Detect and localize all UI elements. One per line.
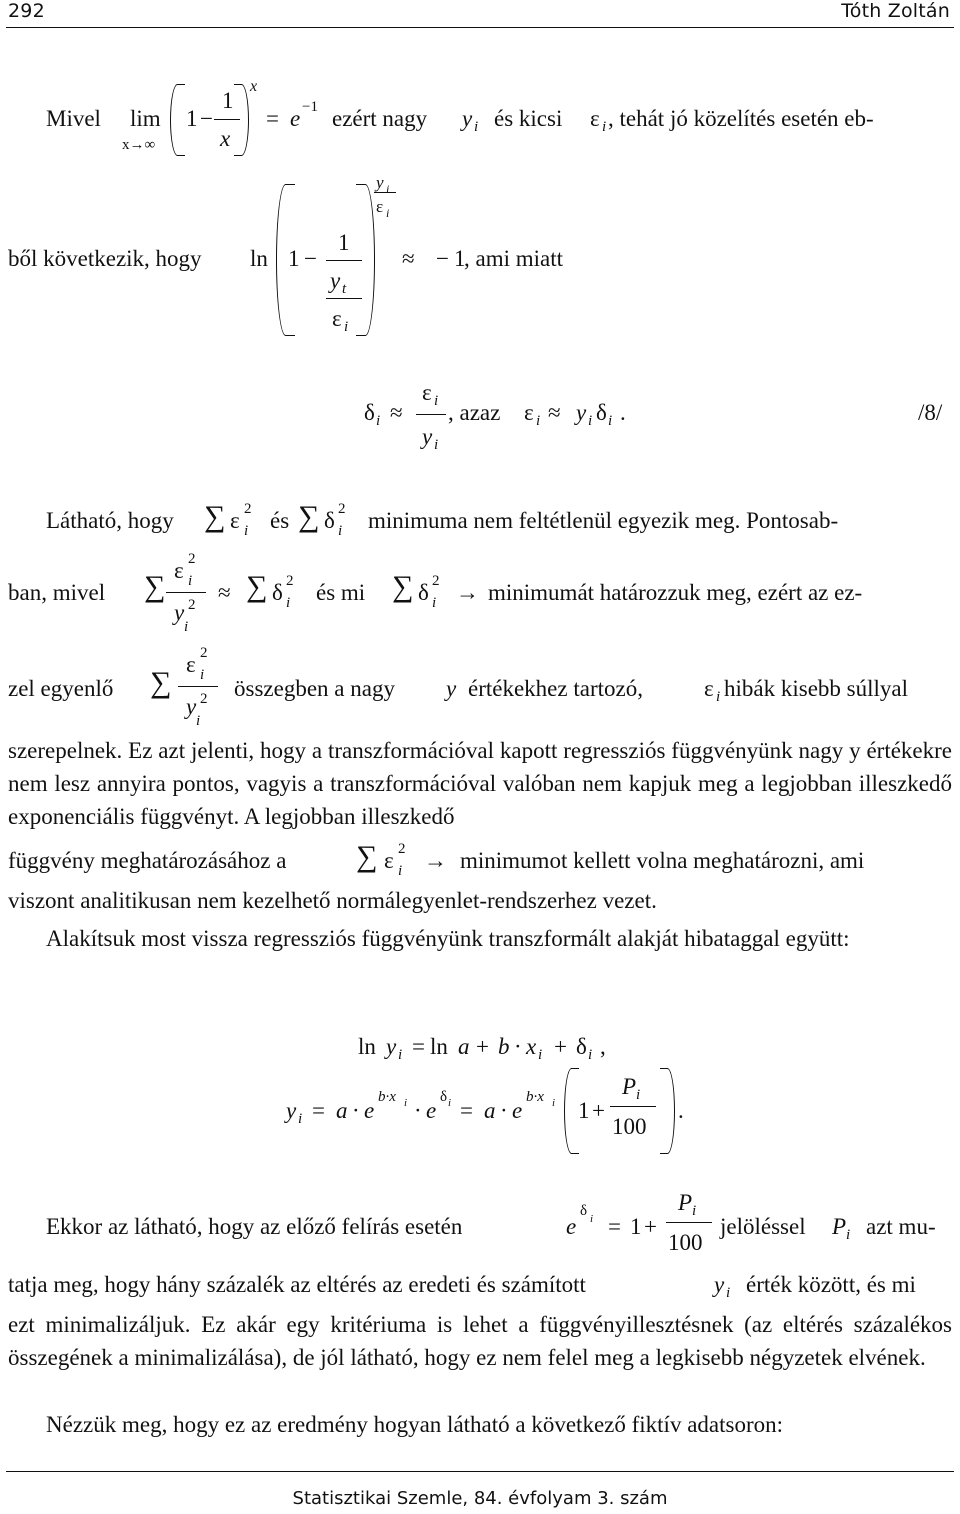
subscript: i	[590, 1213, 594, 1225]
text: minimumot kellett volna meghatározni, ami	[460, 848, 865, 873]
epsilon: ε	[590, 106, 600, 131]
exp-den: ε	[376, 197, 384, 216]
subscript: i	[636, 1087, 641, 1103]
sum-symbol: ∑	[298, 500, 320, 533]
right-paren	[234, 84, 249, 156]
header-rule	[6, 27, 954, 28]
subscript: i	[726, 1285, 731, 1301]
text: és	[270, 508, 290, 533]
ln-operator: ln	[358, 1034, 376, 1059]
subscript: i	[588, 413, 593, 429]
text: Ekkor az látható, hogy az előző felírás esetén	[46, 1214, 463, 1239]
subscript: i	[386, 182, 390, 196]
subscript: i	[344, 319, 349, 335]
subscript: i	[184, 619, 189, 635]
plus: +	[554, 1034, 567, 1059]
fraction-bar	[166, 592, 206, 593]
subscript: i	[474, 119, 479, 135]
sum-symbol: ∑	[246, 570, 268, 603]
epsilon: ε	[230, 508, 240, 533]
subscript: i	[602, 119, 607, 135]
page-number: 292	[8, 0, 45, 22]
text: értékekhez tartozó,	[468, 676, 643, 701]
subscript: i	[286, 595, 291, 611]
fraction-den: y	[174, 600, 185, 625]
text: zel egyenlő	[8, 676, 114, 701]
lim-operator: lim	[130, 106, 161, 131]
fraction-num: ε	[422, 380, 432, 405]
fraction-den: 100	[612, 1114, 647, 1139]
fraction-bar	[416, 414, 446, 415]
var-y: y	[386, 1034, 397, 1059]
paragraph: Alakítsuk most vissza regressziós függvényünk transzformált alakját hibataggal együtt:	[46, 926, 850, 951]
subscript: i	[398, 863, 403, 879]
subscript: i	[200, 667, 205, 683]
sum-symbol: ∑	[356, 840, 378, 873]
delta: δ	[596, 400, 607, 425]
exponent: b·x	[526, 1089, 544, 1105]
subscript: i	[432, 595, 437, 611]
dot: ·	[414, 1098, 422, 1123]
paragraph: viszont analitikusan nem kezelhető normálegyenlet-rendszerhez vezet.	[8, 888, 657, 913]
subscript: i	[552, 1097, 556, 1109]
footer-rule	[6, 1471, 954, 1472]
text: ből következik, hogy	[8, 246, 202, 271]
euler-e: e	[566, 1214, 577, 1239]
var-y: y	[330, 268, 341, 293]
text: , ami miatt	[464, 246, 564, 271]
exponent: −1	[302, 99, 318, 115]
text: és mi	[316, 580, 366, 605]
paragraph: szerepelnek. Ez azt jelenti, hogy a transzformációval kapott regressziós függvényünk nagy y értékekre nem lesz annyira pontos, vagyis a transzformációval valóban nem kapjuk meg a legjobban illeszkedő exponenciális függvényt. A legjobban illeszkedő	[8, 738, 952, 829]
equals: =	[608, 1214, 621, 1239]
superscript: 2	[244, 501, 252, 517]
delta: δ	[364, 400, 375, 425]
delta: δ	[418, 580, 429, 605]
dot: ·	[500, 1098, 508, 1123]
subscript: i	[716, 689, 721, 705]
subscript: i	[188, 573, 193, 589]
subscript: i	[538, 1047, 543, 1063]
superscript: 2	[200, 691, 208, 707]
fraction-den: x	[220, 126, 231, 151]
approx: ≈	[548, 400, 561, 425]
text: tatja meg, hogy hány százalék az eltérés az eredeti és számított	[8, 1272, 586, 1297]
subscript: i	[196, 713, 201, 729]
fraction-bar	[610, 1106, 656, 1107]
plus: +	[644, 1214, 657, 1239]
approx: ≈	[402, 246, 415, 271]
exponent: b·x	[378, 1089, 396, 1105]
superscript: 2	[188, 597, 196, 613]
right-paren	[356, 184, 375, 336]
epsilon: ε	[704, 676, 714, 701]
delta: δ	[272, 580, 283, 605]
text: és kicsi	[494, 106, 563, 131]
number: 1	[186, 106, 198, 131]
subscript: i	[398, 1047, 403, 1063]
subscript: i	[434, 393, 439, 409]
equals: =	[312, 1098, 325, 1123]
superscript: 2	[432, 573, 440, 589]
approx: ≈	[218, 580, 231, 605]
euler-e: e	[364, 1098, 375, 1123]
fraction-num: ε	[186, 652, 196, 677]
fraction-den: y	[422, 424, 433, 449]
lim-subscript: x→∞	[122, 137, 156, 153]
text: ban, mivel	[8, 580, 106, 605]
sum-symbol: ∑	[150, 666, 172, 699]
text: , tehát jó közelítés esetén eb-	[608, 106, 874, 131]
subscript: i	[298, 1111, 303, 1127]
var-P: P	[622, 1074, 637, 1099]
var-y: y	[446, 676, 457, 701]
euler-e: e	[290, 106, 301, 131]
fraction-num: ε	[174, 558, 184, 583]
text: ezért nagy	[332, 106, 428, 131]
minus: −	[304, 246, 317, 271]
subscript: t	[342, 281, 347, 297]
var-y: y	[462, 106, 473, 131]
comma: ,	[600, 1034, 606, 1059]
ln-operator: ln	[250, 246, 268, 271]
subscript: i	[404, 1097, 408, 1109]
var-a: a	[458, 1034, 470, 1059]
fraction-den: 100	[668, 1230, 703, 1255]
exponent: δ	[580, 1203, 588, 1219]
right-paren	[660, 1068, 675, 1154]
equals: =	[412, 1034, 425, 1059]
text: jelöléssel	[720, 1214, 806, 1239]
left-paren	[564, 1068, 579, 1154]
exponent: x	[250, 78, 258, 95]
equals: =	[266, 106, 279, 131]
sum-symbol: ∑	[204, 500, 226, 533]
dot: ·	[514, 1034, 522, 1059]
var-P: P	[832, 1214, 847, 1239]
paragraph: Nézzük meg, hogy ez az eredmény hogyan látható a következő fiktív adatsoron:	[46, 1412, 783, 1437]
fraction-den: y	[186, 694, 197, 719]
euler-e: e	[426, 1098, 437, 1123]
number: 1	[630, 1214, 642, 1239]
text: összegben a nagy	[234, 676, 395, 701]
period: .	[620, 400, 626, 425]
euler-e: e	[512, 1098, 523, 1123]
var-y: y	[714, 1272, 725, 1297]
plus: +	[476, 1034, 489, 1059]
exp-num: y	[376, 173, 384, 192]
epsilon: ε	[332, 306, 342, 331]
subscript: i	[434, 437, 439, 453]
approx: ≈	[390, 400, 403, 425]
fraction-bar	[178, 686, 218, 687]
equation-number: /8/	[918, 400, 943, 425]
superscript: 2	[200, 645, 208, 661]
number: 1	[288, 246, 300, 271]
fraction-num: 1	[338, 230, 350, 255]
fraction-num: 1	[222, 88, 234, 113]
sum-symbol: ∑	[392, 570, 414, 603]
var-P: P	[678, 1190, 693, 1215]
left-paren	[170, 84, 185, 156]
subscript: i	[386, 206, 390, 220]
var-a: a	[484, 1098, 496, 1123]
arrow: →	[456, 580, 479, 605]
running-head-author: Tóth Zoltán	[841, 0, 950, 22]
subscript: i	[338, 523, 343, 539]
dot: ·	[352, 1098, 360, 1123]
subscript: i	[608, 413, 613, 429]
text: hibák kisebb súllyal	[724, 676, 908, 701]
subscript: i	[588, 1047, 593, 1063]
equals: =	[460, 1098, 473, 1123]
number: 1	[578, 1098, 590, 1123]
arrow: →	[424, 848, 447, 873]
var-y: y	[286, 1098, 297, 1123]
var-y: y	[576, 400, 587, 425]
text: függvény meghatározásához a	[8, 848, 287, 873]
subscript: i	[448, 1097, 452, 1109]
number: 1	[454, 246, 466, 271]
period: .	[678, 1098, 684, 1123]
paragraph: ezt minimalizáljuk. Ez akár egy kritériuma is lehet a függvényillesztésnek (az eltérés százalékos összegének a minimalizálása), de jól látható, hogy ez nem felel meg a legkisebb négyzetek elvének.	[8, 1312, 952, 1370]
superscript: 2	[188, 551, 196, 567]
ln-operator: ln	[430, 1034, 448, 1059]
exponent: δ	[440, 1089, 448, 1105]
epsilon: ε	[524, 400, 534, 425]
running-foot-journal: Statisztikai Szemle, 84. évfolyam 3. szám	[292, 1488, 668, 1509]
subscript: i	[376, 413, 381, 429]
sum-symbol: ∑	[144, 570, 166, 603]
fraction-bar	[666, 1222, 712, 1223]
var-x: x	[526, 1034, 537, 1059]
superscript: 2	[286, 573, 294, 589]
subscript: i	[692, 1203, 697, 1219]
subscript: i	[846, 1227, 851, 1243]
epsilon: ε	[384, 848, 394, 873]
superscript: 2	[398, 841, 406, 857]
text: Látható, hogy	[46, 508, 174, 533]
text: érték között, és mi	[746, 1272, 916, 1297]
minus: −	[200, 106, 213, 131]
superscript: 2	[338, 501, 346, 517]
subscript: i	[536, 413, 541, 429]
minus: −	[436, 246, 449, 271]
var-a: a	[336, 1098, 348, 1123]
plus: +	[592, 1098, 605, 1123]
text: minimuma nem feltétlenül egyezik meg. Pontosab-	[368, 508, 839, 533]
text: Mivel	[46, 106, 101, 131]
delta: δ	[324, 508, 335, 533]
text: minimumát határozzuk meg, ezért az ez-	[488, 580, 863, 605]
subscript: i	[244, 523, 249, 539]
text: azt mu-	[866, 1214, 936, 1239]
text: , azaz	[448, 400, 501, 425]
var-b: b	[498, 1034, 510, 1059]
delta: δ	[576, 1034, 587, 1059]
